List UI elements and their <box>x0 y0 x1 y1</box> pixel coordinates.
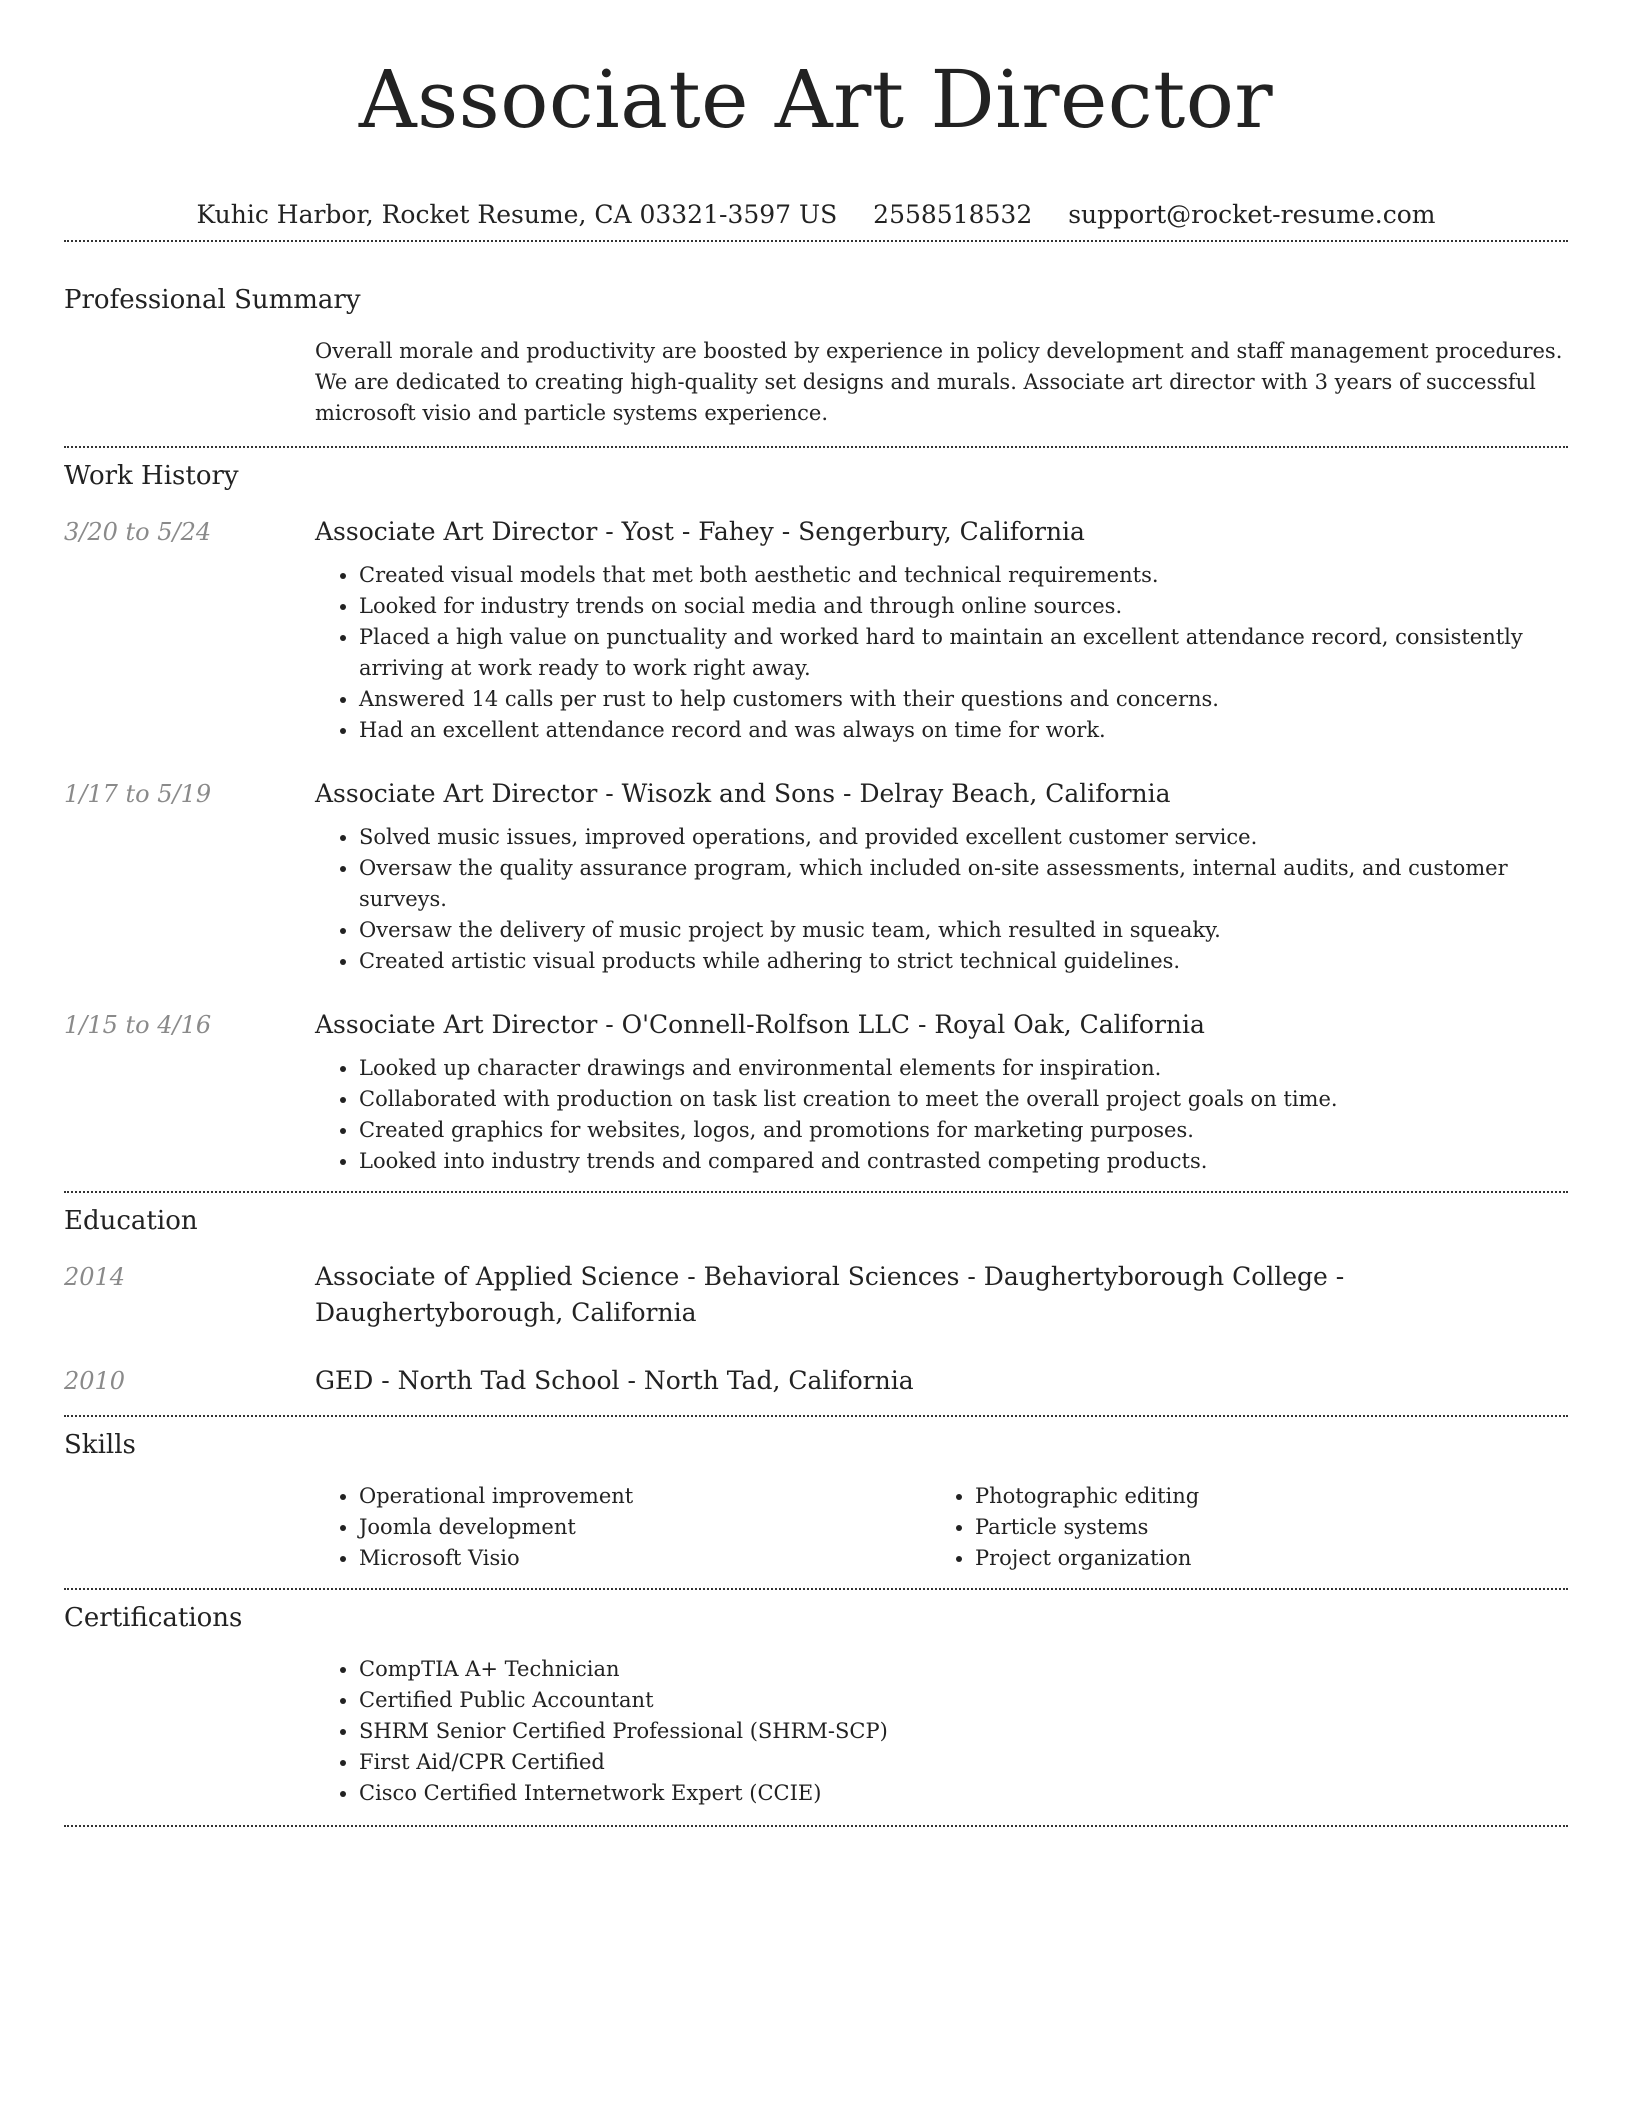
list-item: • Joomla development <box>359 1512 931 1543</box>
list-item: • Oversaw the quality assurance program, which included on-site assessments, internal audits, and customer surveys. <box>359 853 1568 915</box>
list-item: • CompTIA A+ Technician <box>359 1654 1568 1685</box>
education-heading-line <box>315 1259 1568 1331</box>
education-heading-line <box>315 1363 1568 1399</box>
list-item: • Created graphics for websites, logos, and promotions for marketing purposes. <box>359 1115 1568 1146</box>
list-item: • Answered 14 calls per rust to help customers with their questions and concerns. <box>359 684 1568 715</box>
job-bullets <box>315 822 1568 977</box>
job-dates: 3/20 to 5/24 <box>64 518 212 546</box>
list-item: • Operational improvement <box>359 1481 931 1512</box>
job-details: - O'Connell-Rolfson LLC - Royal Oak, California <box>597 1010 1205 1039</box>
summary-heading: Professional Summary <box>64 285 361 315</box>
job-dates: 1/15 to 4/16 <box>64 1011 212 1039</box>
job-entry <box>64 1007 1568 1177</box>
certifications-heading: Certifications <box>64 1603 243 1633</box>
certifications-section <box>64 1590 1568 1825</box>
list-item: • Project organization <box>975 1543 1547 1574</box>
skills-grid <box>315 1481 1568 1574</box>
job-title: Associate Art Director <box>315 1010 598 1039</box>
job-dates: 1/17 to 5/19 <box>64 780 212 808</box>
job-entry <box>64 776 1568 977</box>
education-section <box>64 1193 1568 1415</box>
list-item: • Looked into industry trends and compared and contrasted competing products. <box>359 1146 1568 1177</box>
list-item: • Created artistic visual products while adhering to strict technical guidelines. <box>359 946 1568 977</box>
contact-address: Kuhic Harbor, Rocket Resume, CA 03321-3597 US <box>196 200 838 229</box>
list-item: • Created visual models that met both aesthetic and technical requirements. <box>359 560 1568 591</box>
resume-page <box>64 0 1568 1827</box>
contact-email: support@rocket-resume.com <box>1068 200 1436 229</box>
job-bullets <box>315 1053 1568 1177</box>
resume-title: Associate Art Director <box>358 53 1274 146</box>
list-item: • Microsoft Visio <box>359 1543 931 1574</box>
list-item: • Looked up character drawings and environmental elements for inspiration. <box>359 1053 1568 1084</box>
job-title: Associate Art Director <box>315 517 598 546</box>
education-details: - Daughertyborough College - Daughertyborough, California <box>315 1262 1345 1327</box>
work-section <box>64 448 1568 1191</box>
certifications-list <box>315 1654 1568 1809</box>
education-degree: GED <box>315 1366 374 1395</box>
list-item: • Oversaw the delivery of music project by music team, which resulted in squeaky. <box>359 915 1568 946</box>
skills-heading: Skills <box>64 1430 136 1460</box>
list-item: • Collaborated with production on task list creation to meet the overall project goals on time. <box>359 1084 1568 1115</box>
list-item: • Particle systems <box>975 1512 1547 1543</box>
education-year: 2010 <box>64 1367 126 1395</box>
education-entry <box>64 1259 1568 1331</box>
summary-text: Overall morale and productivity are boosted by experience in policy development and staff management procedures. We are dedicated to creating high-quality set designs and murals. Associate art director with 3 years of successful microsoft visio and particle systems experience. <box>315 339 1563 425</box>
list-item: • Cisco Certified Internetwork Expert (CCIE) <box>359 1778 1568 1809</box>
list-item: • SHRM Senior Certified Professional (SHRM-SCP) <box>359 1716 1568 1747</box>
job-entry <box>64 514 1568 746</box>
education-details: - North Tad School - North Tad, California <box>373 1366 914 1395</box>
education-degree: Associate of Applied Science - Behavioral Sciences <box>315 1262 960 1291</box>
job-heading <box>315 1007 1568 1043</box>
list-item: • Placed a high value on punctuality and worked hard to maintain an excellent attendance record, consistently arriving at work ready to work right away. <box>359 622 1568 684</box>
list-item: • First Aid/CPR Certified <box>359 1747 1568 1778</box>
job-details: - Yost - Fahey - Sengerbury, California <box>597 517 1085 546</box>
job-title: Associate Art Director <box>315 779 598 808</box>
list-item: • Solved music issues, improved operations, and provided excellent customer service. <box>359 822 1568 853</box>
job-heading <box>315 514 1568 550</box>
skills-list-right <box>931 1481 1547 1574</box>
contact-line <box>64 200 1568 236</box>
job-bullets <box>315 560 1568 746</box>
skills-list-left <box>315 1481 931 1574</box>
job-heading <box>315 776 1568 812</box>
education-heading: Education <box>64 1206 198 1236</box>
list-item: • Photographic editing <box>975 1481 1547 1512</box>
list-item: • Looked for industry trends on social media and through online sources. <box>359 591 1568 622</box>
work-heading: Work History <box>64 461 239 491</box>
education-entry <box>64 1363 1568 1399</box>
list-item: • Had an excellent attendance record and was always on time for work. <box>359 715 1568 746</box>
divider <box>64 1825 1568 1827</box>
job-details: - Wisozk and Sons - Delray Beach, California <box>597 779 1171 808</box>
contact-phone: 2558518532 <box>873 200 1033 229</box>
skills-section <box>64 1417 1568 1588</box>
summary-section <box>64 242 1568 446</box>
list-item: • Certified Public Accountant <box>359 1685 1568 1716</box>
education-year: 2014 <box>64 1263 126 1291</box>
